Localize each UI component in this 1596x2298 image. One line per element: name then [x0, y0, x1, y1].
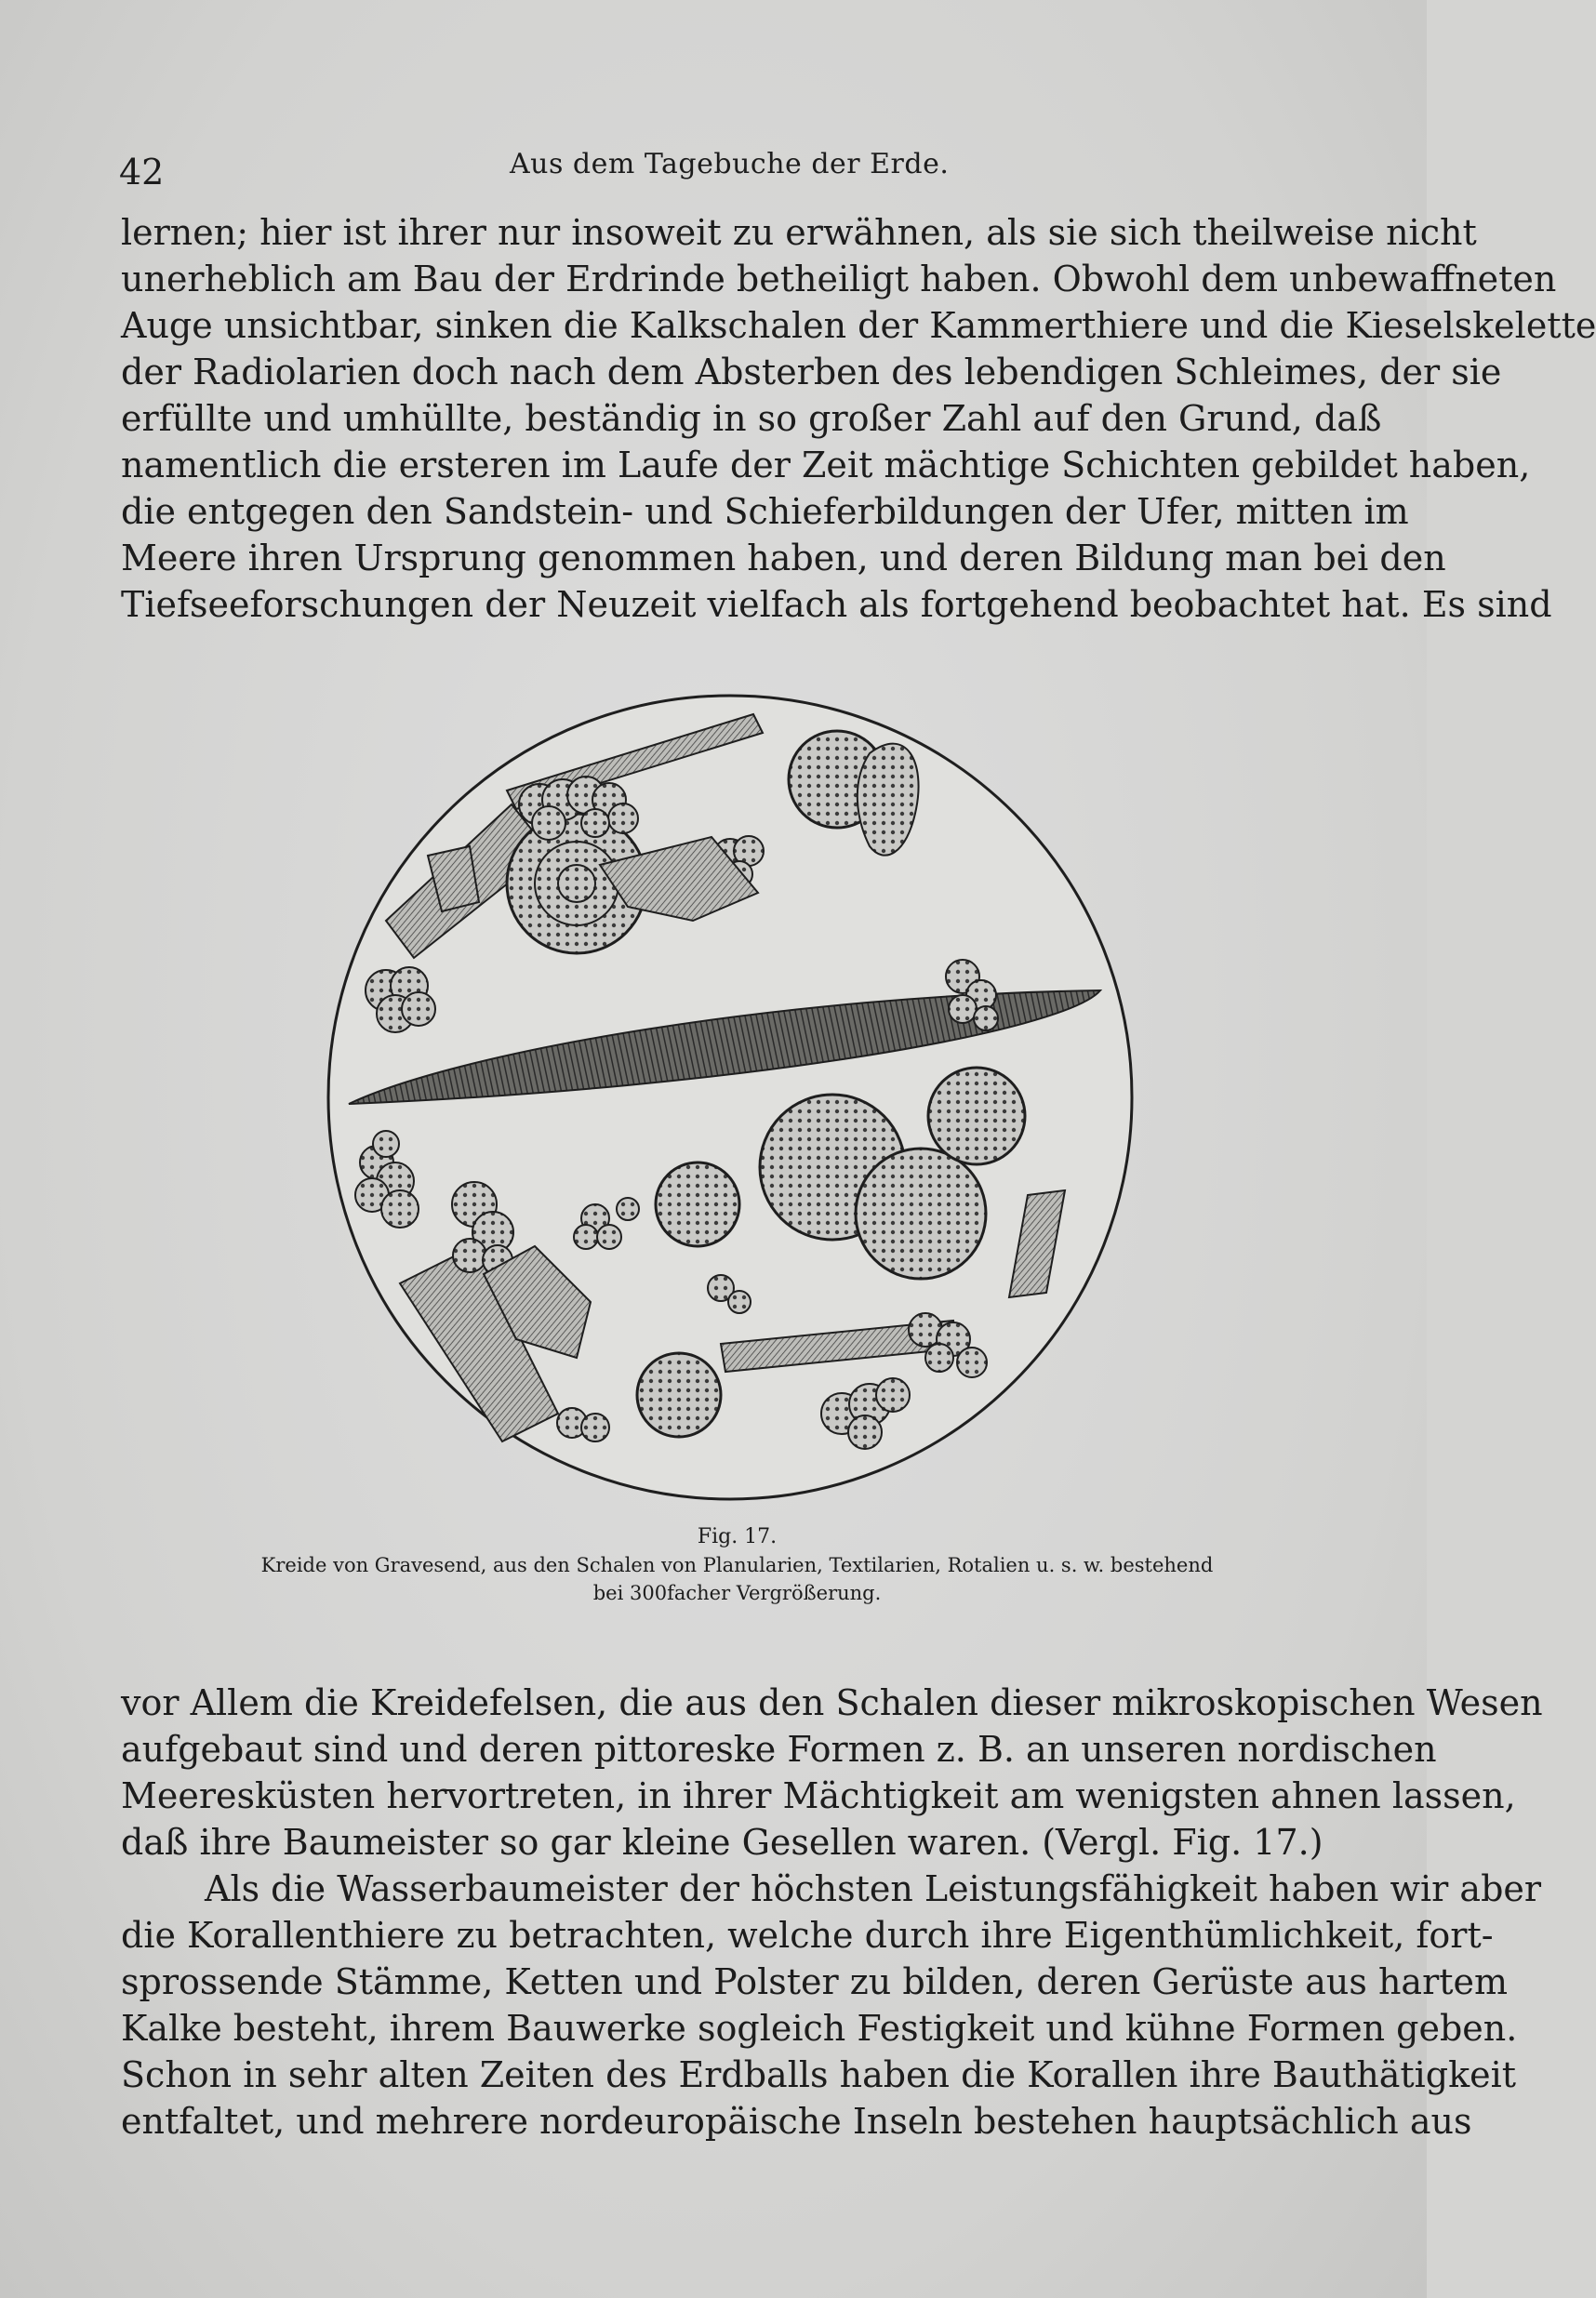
chalk-microfossils-engraving — [321, 688, 1139, 1507]
microscope-illustration — [321, 688, 1139, 1507]
figure-caption — [121, 1523, 1353, 1607]
caption-line: Kreide von Gravesend, aus den Schalen von Planularien, Textilarien, Rotalien u. s. w. bestehend — [260, 1554, 1214, 1576]
text-line: erfüllte und umhüllte, beständig in so großer Zahl auf den Grund, daß — [121, 398, 1382, 439]
text-line: entfaltet, und mehrere nordeuropäische Inseln bestehen hauptsächlich aus — [121, 2101, 1472, 2142]
text-line: Als die Wasserbaumeister der höchsten Leistungsfähigkeit haben wir aber — [205, 1868, 1542, 1909]
paragraph-2 — [121, 1680, 1543, 2145]
text-line: Schon in sehr alten Zeiten des Erdballs haben die Korallen ihre Bauthätigkeit — [121, 2054, 1517, 2095]
text-line: Meere ihren Ursprung genommen haben, und deren Bildung man bei den — [121, 538, 1446, 578]
text-line: daß ihre Baumeister so gar kleine Gesellen waren. (Vergl. Fig. 17.) — [121, 1822, 1323, 1863]
text-line: der Radiolarien doch nach dem Absterben des lebendigen Schleimes, der sie — [121, 352, 1502, 392]
text-line: die Korallenthiere zu betrachten, welche durch ihre Eigenthümlichkeit, fort- — [121, 1915, 1494, 1956]
text-line: vor Allem die Kreidefelsen, die aus den Schalen dieser mikroskopischen Wesen — [121, 1682, 1543, 1723]
page-header — [119, 144, 1352, 200]
text-line: unerheblich am Bau der Erdrinde betheiligt haben. Obwohl dem unbewaffneten — [121, 259, 1557, 299]
paragraph-1 — [121, 209, 1596, 628]
figure-label: Fig. 17. — [697, 1525, 778, 1548]
caption-line: bei 300facher Vergrößerung. — [592, 1582, 882, 1604]
text-line: Auge unsichtbar, sinken die Kalkschalen der Kammerthiere und die Kieselskelette — [121, 305, 1596, 346]
text-line: sprossende Stämme, Ketten und Polster zu bilden, deren Gerüste aus hartem — [121, 1961, 1509, 2002]
text-line: Kalke besteht, ihrem Bauwerke sogleich Festigkeit und kühne Formen geben. — [121, 2008, 1518, 2049]
text-line: aufgebaut sind und deren pittoreske Formen z. B. an unseren nordischen — [121, 1729, 1437, 1770]
text-line: Meeresküsten hervortreten, in ihrer Mächtigkeit am wenigsten ahnen lassen, — [121, 1775, 1516, 1816]
text-line: lernen; hier ist ihrer nur insoweit zu erwähnen, als sie sich theilweise nicht — [121, 212, 1477, 253]
page-number: 42 — [119, 152, 165, 193]
text-line: die entgegen den Sandstein- und Schieferbildungen der Ufer, mitten im — [121, 491, 1409, 532]
text-line: Tiefseeforschungen der Neuzeit vielfach als fortgehend beobachtet hat. Es sind — [121, 584, 1552, 625]
running-head: Aus dem Tagebuche der Erde. — [510, 148, 950, 180]
text-line: namentlich die ersteren im Laufe der Zeit mächtige Schichten gebildet haben, — [121, 445, 1531, 485]
